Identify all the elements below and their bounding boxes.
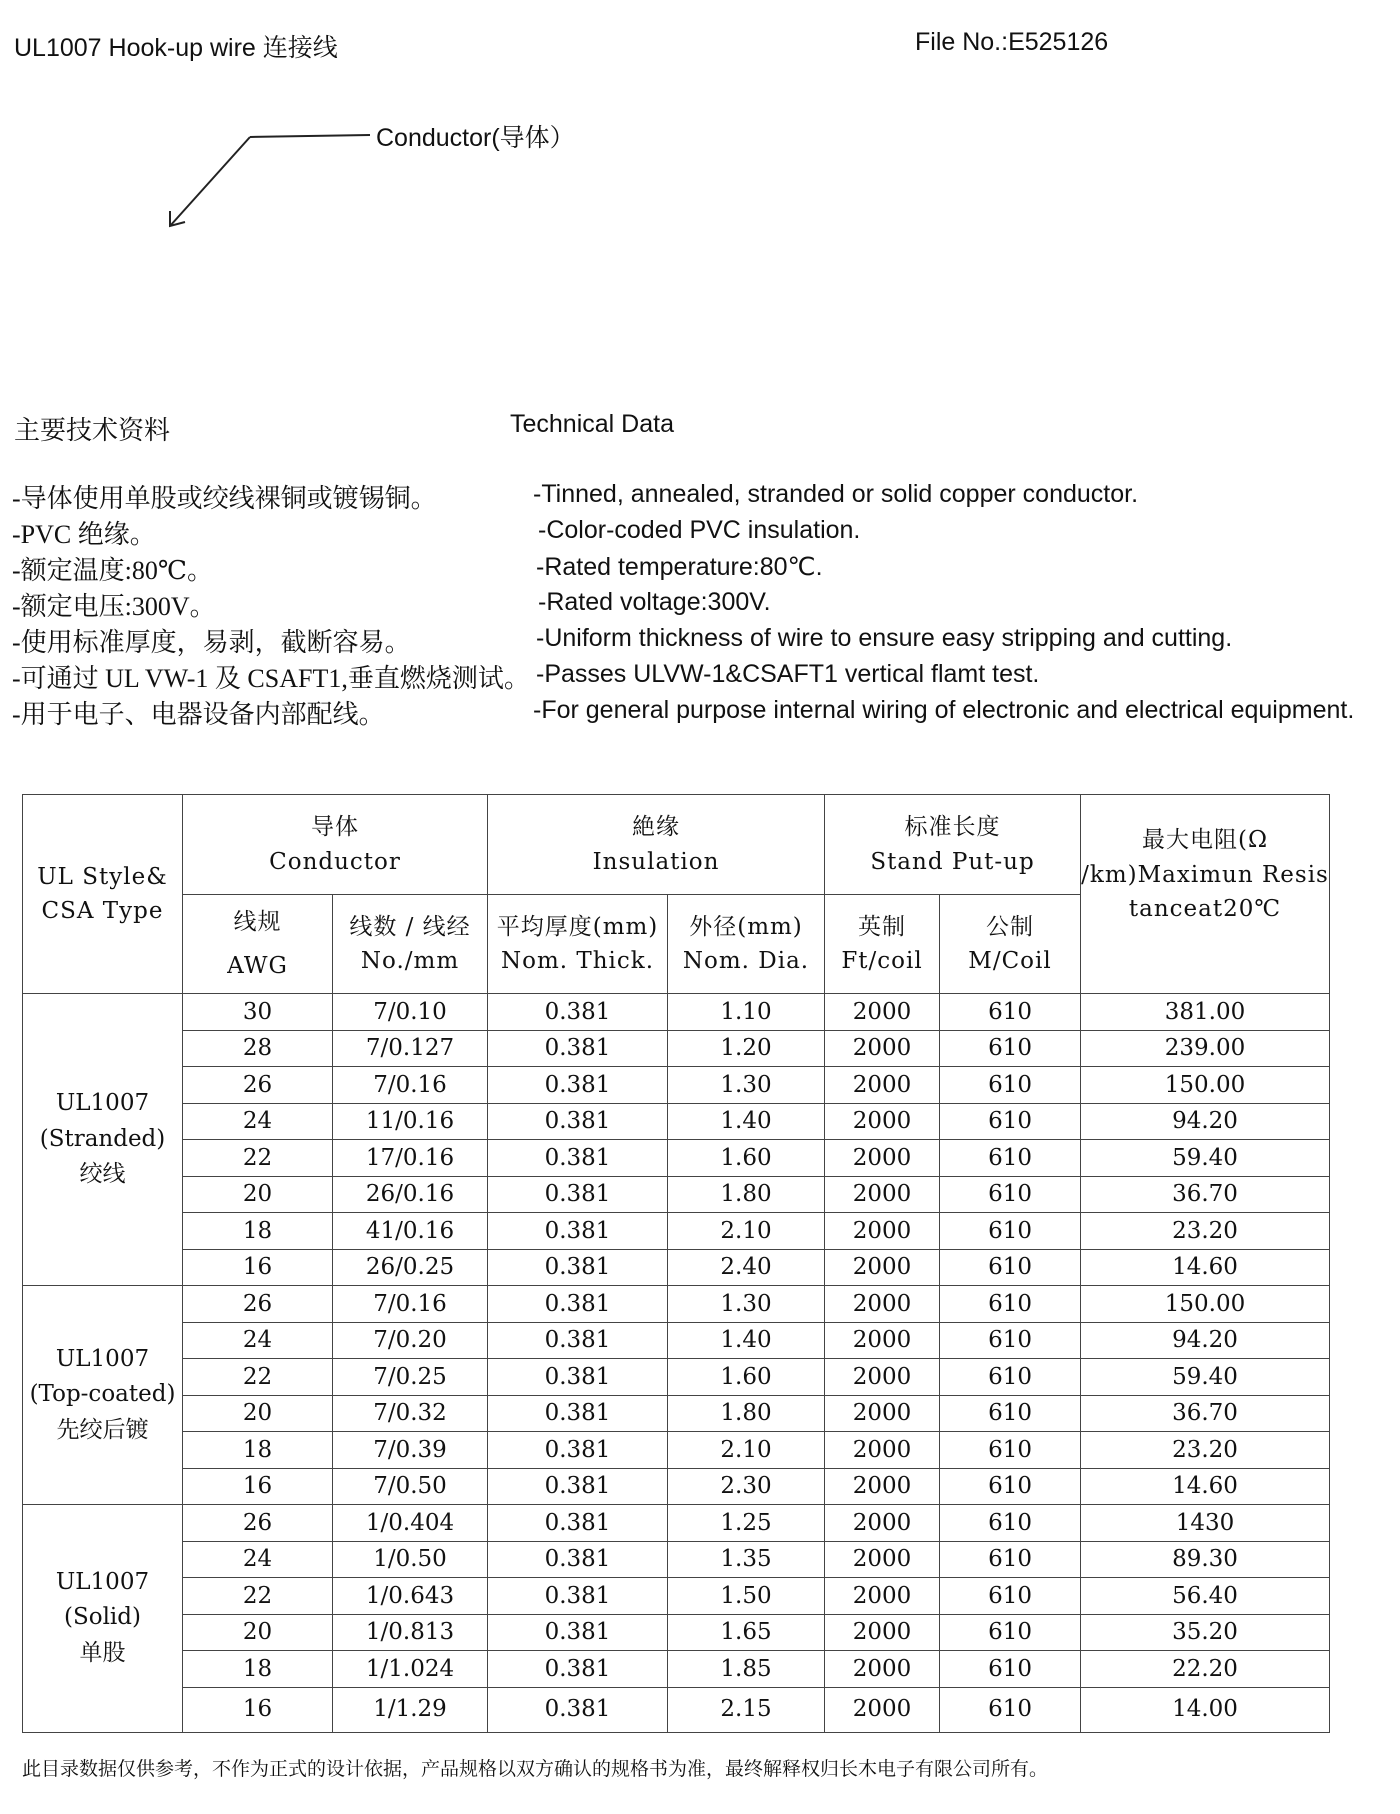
cell-m-coil: 610 (940, 1322, 1081, 1359)
cell-ft-coil: 2000 (825, 1651, 940, 1688)
cell-diameter: 1.40 (668, 1103, 825, 1140)
header-resistance-line1: 最大电阻(Ω (1141, 827, 1269, 853)
cell-awg: 22 (183, 1359, 333, 1396)
cell-resistance: 150.00 (1081, 1067, 1330, 1104)
group-label-1: UL1007 (55, 1345, 150, 1372)
table-row (23, 1614, 1330, 1651)
header-insulation-cn: 絶缘 (632, 814, 681, 840)
cell-awg: 20 (183, 1176, 333, 1213)
cell-m-coil: 610 (940, 1213, 1081, 1250)
header-resistance-line3: tanceat20℃ (1128, 896, 1282, 922)
header-max-resistance (1081, 795, 1330, 994)
cell-diameter: 1.50 (668, 1578, 825, 1615)
group-label-2: (Solid) (64, 1604, 141, 1631)
cell-awg: 24 (183, 1541, 333, 1578)
cell-resistance: 239.00 (1081, 1030, 1330, 1067)
cell-thickness: 0.381 (488, 1432, 668, 1469)
conductor-label: Conductor(导体） (376, 124, 575, 152)
cell-diameter: 1.25 (668, 1505, 825, 1542)
spec-cn-line: -用于电子、电器设备内部配线。 (12, 700, 385, 729)
header-insulation (488, 795, 825, 895)
cell-m-coil: 610 (940, 1140, 1081, 1177)
technical-heading-en: Technical Data (510, 410, 674, 438)
cell-thickness: 0.381 (488, 1687, 668, 1732)
cell-m-coil: 610 (940, 1067, 1081, 1104)
cell-resistance: 94.20 (1081, 1103, 1330, 1140)
cell-ft-coil: 2000 (825, 1432, 940, 1469)
cell-strands: 1/0.404 (333, 1505, 488, 1542)
cell-diameter: 2.30 (668, 1468, 825, 1505)
table-row (23, 1322, 1330, 1359)
cell-resistance: 56.40 (1081, 1578, 1330, 1615)
spec-en-line: -Rated voltage:300V. (538, 588, 771, 616)
group-label-2: (Stranded) (39, 1125, 166, 1152)
cell-m-coil: 610 (940, 1505, 1081, 1542)
table-body (23, 994, 1330, 1733)
cell-thickness: 0.381 (488, 1541, 668, 1578)
cell-ft-coil: 2000 (825, 1140, 940, 1177)
cell-m-coil: 610 (940, 1395, 1081, 1432)
cell-thickness: 0.381 (488, 1651, 668, 1688)
cell-awg: 24 (183, 1322, 333, 1359)
header-conductor (183, 795, 488, 895)
header-awg (183, 895, 333, 994)
cell-strands: 7/0.39 (333, 1432, 488, 1469)
group-label-cell (23, 1286, 183, 1505)
cell-thickness: 0.381 (488, 1176, 668, 1213)
cell-ft-coil: 2000 (825, 1249, 940, 1286)
cell-thickness: 0.381 (488, 1578, 668, 1615)
header-style-type-line2: CSA Type (41, 898, 164, 924)
cell-strands: 26/0.25 (333, 1249, 488, 1286)
cell-ft-coil: 2000 (825, 1541, 940, 1578)
table-row (23, 1213, 1330, 1250)
cell-thickness: 0.381 (488, 1468, 668, 1505)
cell-ft-coil: 2000 (825, 1359, 940, 1396)
group-label-1: UL1007 (55, 1568, 150, 1595)
cell-diameter: 1.80 (668, 1395, 825, 1432)
cell-awg: 18 (183, 1432, 333, 1469)
table-row (23, 1687, 1330, 1732)
header-thickness-en: Nom. Thick. (500, 948, 655, 974)
cell-diameter: 1.40 (668, 1322, 825, 1359)
cell-ft-coil: 2000 (825, 1286, 940, 1323)
cell-ft-coil: 2000 (825, 1103, 940, 1140)
table-row (23, 1103, 1330, 1140)
cell-strands: 7/0.50 (333, 1468, 488, 1505)
cell-resistance: 36.70 (1081, 1176, 1330, 1213)
cell-diameter: 2.10 (668, 1432, 825, 1469)
header-thickness-cn: 平均厚度(mm) (496, 913, 659, 940)
cell-diameter: 1.10 (668, 994, 825, 1031)
cell-thickness: 0.381 (488, 1249, 668, 1286)
cell-awg: 18 (183, 1651, 333, 1688)
cell-diameter: 1.80 (668, 1176, 825, 1213)
cell-resistance: 59.40 (1081, 1359, 1330, 1396)
cell-diameter: 1.20 (668, 1030, 825, 1067)
table-row (23, 1286, 1330, 1323)
cell-m-coil: 610 (940, 1687, 1081, 1732)
cell-awg: 16 (183, 1468, 333, 1505)
spec-cn-line: -PVC 绝缘。 (12, 520, 156, 549)
table-row (23, 1140, 1330, 1177)
spec-cn-line: -导体使用单股或绞线裸铜或镀锡铜。 (12, 484, 437, 513)
cell-awg: 26 (183, 1505, 333, 1542)
cell-ft-coil: 2000 (825, 1176, 940, 1213)
cell-ft-coil: 2000 (825, 1505, 940, 1542)
spec-en-line: -Uniform thickness of wire to ensure easy stripping and cutting. (536, 624, 1233, 652)
table-row (23, 1067, 1330, 1104)
header-m-coil-en: M/Coil (968, 948, 1052, 974)
cell-diameter: 2.15 (668, 1687, 825, 1732)
cell-m-coil: 610 (940, 1286, 1081, 1323)
cell-ft-coil: 2000 (825, 1067, 940, 1104)
cell-m-coil: 610 (940, 1468, 1081, 1505)
cell-ft-coil: 2000 (825, 1578, 940, 1615)
header-awg-en: AWG (227, 953, 288, 979)
cell-m-coil: 610 (940, 1359, 1081, 1396)
cell-strands: 26/0.16 (333, 1176, 488, 1213)
cell-m-coil: 610 (940, 1651, 1081, 1688)
cell-thickness: 0.381 (488, 1322, 668, 1359)
spec-cn-line: -可通过 UL VW-1 及 CSAFT1,垂直燃烧测试。 (12, 664, 530, 693)
cell-m-coil: 610 (940, 1176, 1081, 1213)
cell-awg: 20 (183, 1614, 333, 1651)
file-number: File No.:E525126 (915, 28, 1109, 56)
cell-resistance: 94.20 (1081, 1322, 1330, 1359)
header-ft-coil-en: Ft/coil (841, 948, 923, 974)
cell-thickness: 0.381 (488, 1614, 668, 1651)
header-diameter (668, 895, 825, 994)
cell-resistance: 59.40 (1081, 1140, 1330, 1177)
cell-m-coil: 610 (940, 1578, 1081, 1615)
header-strands-cn: 线数 / 线经 (349, 913, 471, 940)
document-title: UL1007 Hook-up wire 连接线 (14, 34, 338, 62)
cell-strands: 7/0.127 (333, 1030, 488, 1067)
cell-m-coil: 610 (940, 1432, 1081, 1469)
cell-ft-coil: 2000 (825, 1395, 940, 1432)
cell-strands: 11/0.16 (333, 1103, 488, 1140)
header-thickness (488, 895, 668, 994)
cell-strands: 7/0.20 (333, 1322, 488, 1359)
cell-diameter: 1.60 (668, 1140, 825, 1177)
cell-m-coil: 610 (940, 994, 1081, 1031)
cell-m-coil: 610 (940, 1103, 1081, 1140)
cell-resistance: 150.00 (1081, 1286, 1330, 1323)
group-label-3: 单股 (79, 1640, 126, 1667)
cell-diameter: 2.40 (668, 1249, 825, 1286)
cell-ft-coil: 2000 (825, 1687, 940, 1732)
header-ft-coil (825, 895, 940, 994)
cell-m-coil: 610 (940, 1030, 1081, 1067)
header-m-coil (940, 895, 1081, 994)
cell-ft-coil: 2000 (825, 1213, 940, 1250)
cell-resistance: 23.20 (1081, 1213, 1330, 1250)
cell-resistance: 14.60 (1081, 1468, 1330, 1505)
spec-en-line: -For general purpose internal wiring of electronic and electrical equipment. (533, 696, 1355, 724)
header-put-up-en: Stand Put-up (870, 848, 1035, 875)
header-conductor-cn: 导体 (311, 814, 359, 840)
cell-resistance: 14.60 (1081, 1249, 1330, 1286)
header-conductor-en: Conductor (269, 848, 401, 875)
table-row (23, 1432, 1330, 1469)
cell-awg: 18 (183, 1213, 333, 1250)
header-strands (333, 895, 488, 994)
cell-strands: 7/0.32 (333, 1395, 488, 1432)
group-label-3: 先绞后镀 (56, 1416, 149, 1443)
cell-resistance: 23.20 (1081, 1432, 1330, 1469)
spec-cn-line: -使用标准厚度，易剥，截断容易。 (12, 628, 411, 657)
cell-strands: 17/0.16 (333, 1140, 488, 1177)
header-put-up-cn: 标准长度 (904, 814, 1001, 840)
table-row (23, 1395, 1330, 1432)
cell-thickness: 0.381 (488, 1140, 668, 1177)
header-style-type (23, 795, 183, 994)
header-diameter-en: Nom. Dia. (682, 948, 810, 974)
cell-diameter: 2.10 (668, 1213, 825, 1250)
cell-diameter: 1.35 (668, 1541, 825, 1578)
cell-m-coil: 610 (940, 1614, 1081, 1651)
cell-strands: 7/0.16 (333, 1067, 488, 1104)
cell-resistance: 1430 (1081, 1505, 1330, 1542)
table-row (23, 1030, 1330, 1067)
cell-awg: 22 (183, 1140, 333, 1177)
spec-cn-line: -额定温度:80℃。 (12, 556, 213, 585)
table-row (23, 1359, 1330, 1396)
table-row (23, 1505, 1330, 1542)
group-label-3: 绞线 (79, 1161, 126, 1188)
cell-thickness: 0.381 (488, 1395, 668, 1432)
cell-strands: 1/1.024 (333, 1651, 488, 1688)
table-row (23, 1468, 1330, 1505)
cell-ft-coil: 2000 (825, 1468, 940, 1505)
spec-en-line: -Passes ULVW-1&CSAFT1 vertical flamt test. (536, 660, 1040, 688)
group-label-cell (23, 994, 183, 1286)
cell-diameter: 1.30 (668, 1286, 825, 1323)
cell-thickness: 0.381 (488, 994, 668, 1031)
group-label-1: UL1007 (55, 1090, 150, 1117)
group-label-cell (23, 1505, 183, 1733)
header-insulation-en: Insulation (592, 848, 720, 875)
header-strands-en: No./mm (360, 948, 460, 974)
table-row (23, 1541, 1330, 1578)
header-resistance-line2: /km)Maximun Resis (1081, 861, 1329, 888)
cell-thickness: 0.381 (488, 1213, 668, 1250)
spec-en-line: -Tinned, annealed, stranded or solid copper conductor. (533, 480, 1139, 508)
cell-resistance: 381.00 (1081, 994, 1330, 1031)
header-put-up (825, 795, 1081, 895)
cell-awg: 16 (183, 1249, 333, 1286)
cell-strands: 7/0.16 (333, 1286, 488, 1323)
spec-en-line: -Rated temperature:80℃. (536, 553, 823, 581)
cell-thickness: 0.381 (488, 1286, 668, 1323)
header-ft-coil-cn: 英制 (858, 913, 907, 940)
technical-heading-cn: 主要技术资料 (14, 416, 171, 445)
spec-en-line: -Color-coded PVC insulation. (538, 516, 861, 544)
cell-ft-coil: 2000 (825, 1322, 940, 1359)
table-row (23, 1651, 1330, 1688)
cell-thickness: 0.381 (488, 1030, 668, 1067)
cell-strands: 7/0.10 (333, 994, 488, 1031)
header-diameter-cn: 外径(mm) (689, 913, 803, 940)
cell-resistance: 36.70 (1081, 1395, 1330, 1432)
wire-spec-table (22, 794, 1330, 1733)
disclaimer-note: 此目录数据仅供参考，不作为正式的设计依据，产品规格以双方确认的规格书为准，最终解释权归长木电子有限公司所有。 (22, 1759, 1049, 1780)
cell-strands: 1/0.813 (333, 1614, 488, 1651)
cell-diameter: 1.65 (668, 1614, 825, 1651)
cell-m-coil: 610 (940, 1249, 1081, 1286)
cell-thickness: 0.381 (488, 1067, 668, 1104)
table-row (23, 1176, 1330, 1213)
table-row (23, 1249, 1330, 1286)
cell-strands: 7/0.25 (333, 1359, 488, 1396)
cell-awg: 26 (183, 1067, 333, 1104)
cell-awg: 22 (183, 1578, 333, 1615)
cell-awg: 24 (183, 1103, 333, 1140)
cell-thickness: 0.381 (488, 1359, 668, 1396)
cell-thickness: 0.381 (488, 1103, 668, 1140)
cell-resistance: 35.20 (1081, 1614, 1330, 1651)
group-label-2: (Top-coated) (29, 1381, 176, 1408)
cell-diameter: 1.60 (668, 1359, 825, 1396)
cell-diameter: 1.85 (668, 1651, 825, 1688)
cell-awg: 28 (183, 1030, 333, 1067)
cell-m-coil: 610 (940, 1541, 1081, 1578)
cell-resistance: 89.30 (1081, 1541, 1330, 1578)
cell-awg: 30 (183, 994, 333, 1031)
cell-resistance: 22.20 (1081, 1651, 1330, 1688)
spec-cn-line: -额定电压:300V。 (12, 592, 216, 621)
table-row (23, 994, 1330, 1031)
table-row (23, 1578, 1330, 1615)
cell-thickness: 0.381 (488, 1505, 668, 1542)
cell-strands: 1/1.29 (333, 1687, 488, 1732)
cell-awg: 16 (183, 1687, 333, 1732)
cell-ft-coil: 2000 (825, 1030, 940, 1067)
header-m-coil-cn: 公制 (986, 913, 1035, 940)
header-style-type-line1: UL Style& (37, 863, 168, 890)
cell-strands: 41/0.16 (333, 1213, 488, 1250)
cell-strands: 1/0.643 (333, 1578, 488, 1615)
cell-strands: 1/0.50 (333, 1541, 488, 1578)
cell-diameter: 1.30 (668, 1067, 825, 1104)
cell-ft-coil: 2000 (825, 1614, 940, 1651)
cell-ft-coil: 2000 (825, 994, 940, 1031)
cell-awg: 26 (183, 1286, 333, 1323)
header-awg-cn: 线规 (233, 908, 282, 935)
cell-resistance: 14.00 (1081, 1687, 1330, 1732)
cell-awg: 20 (183, 1395, 333, 1432)
